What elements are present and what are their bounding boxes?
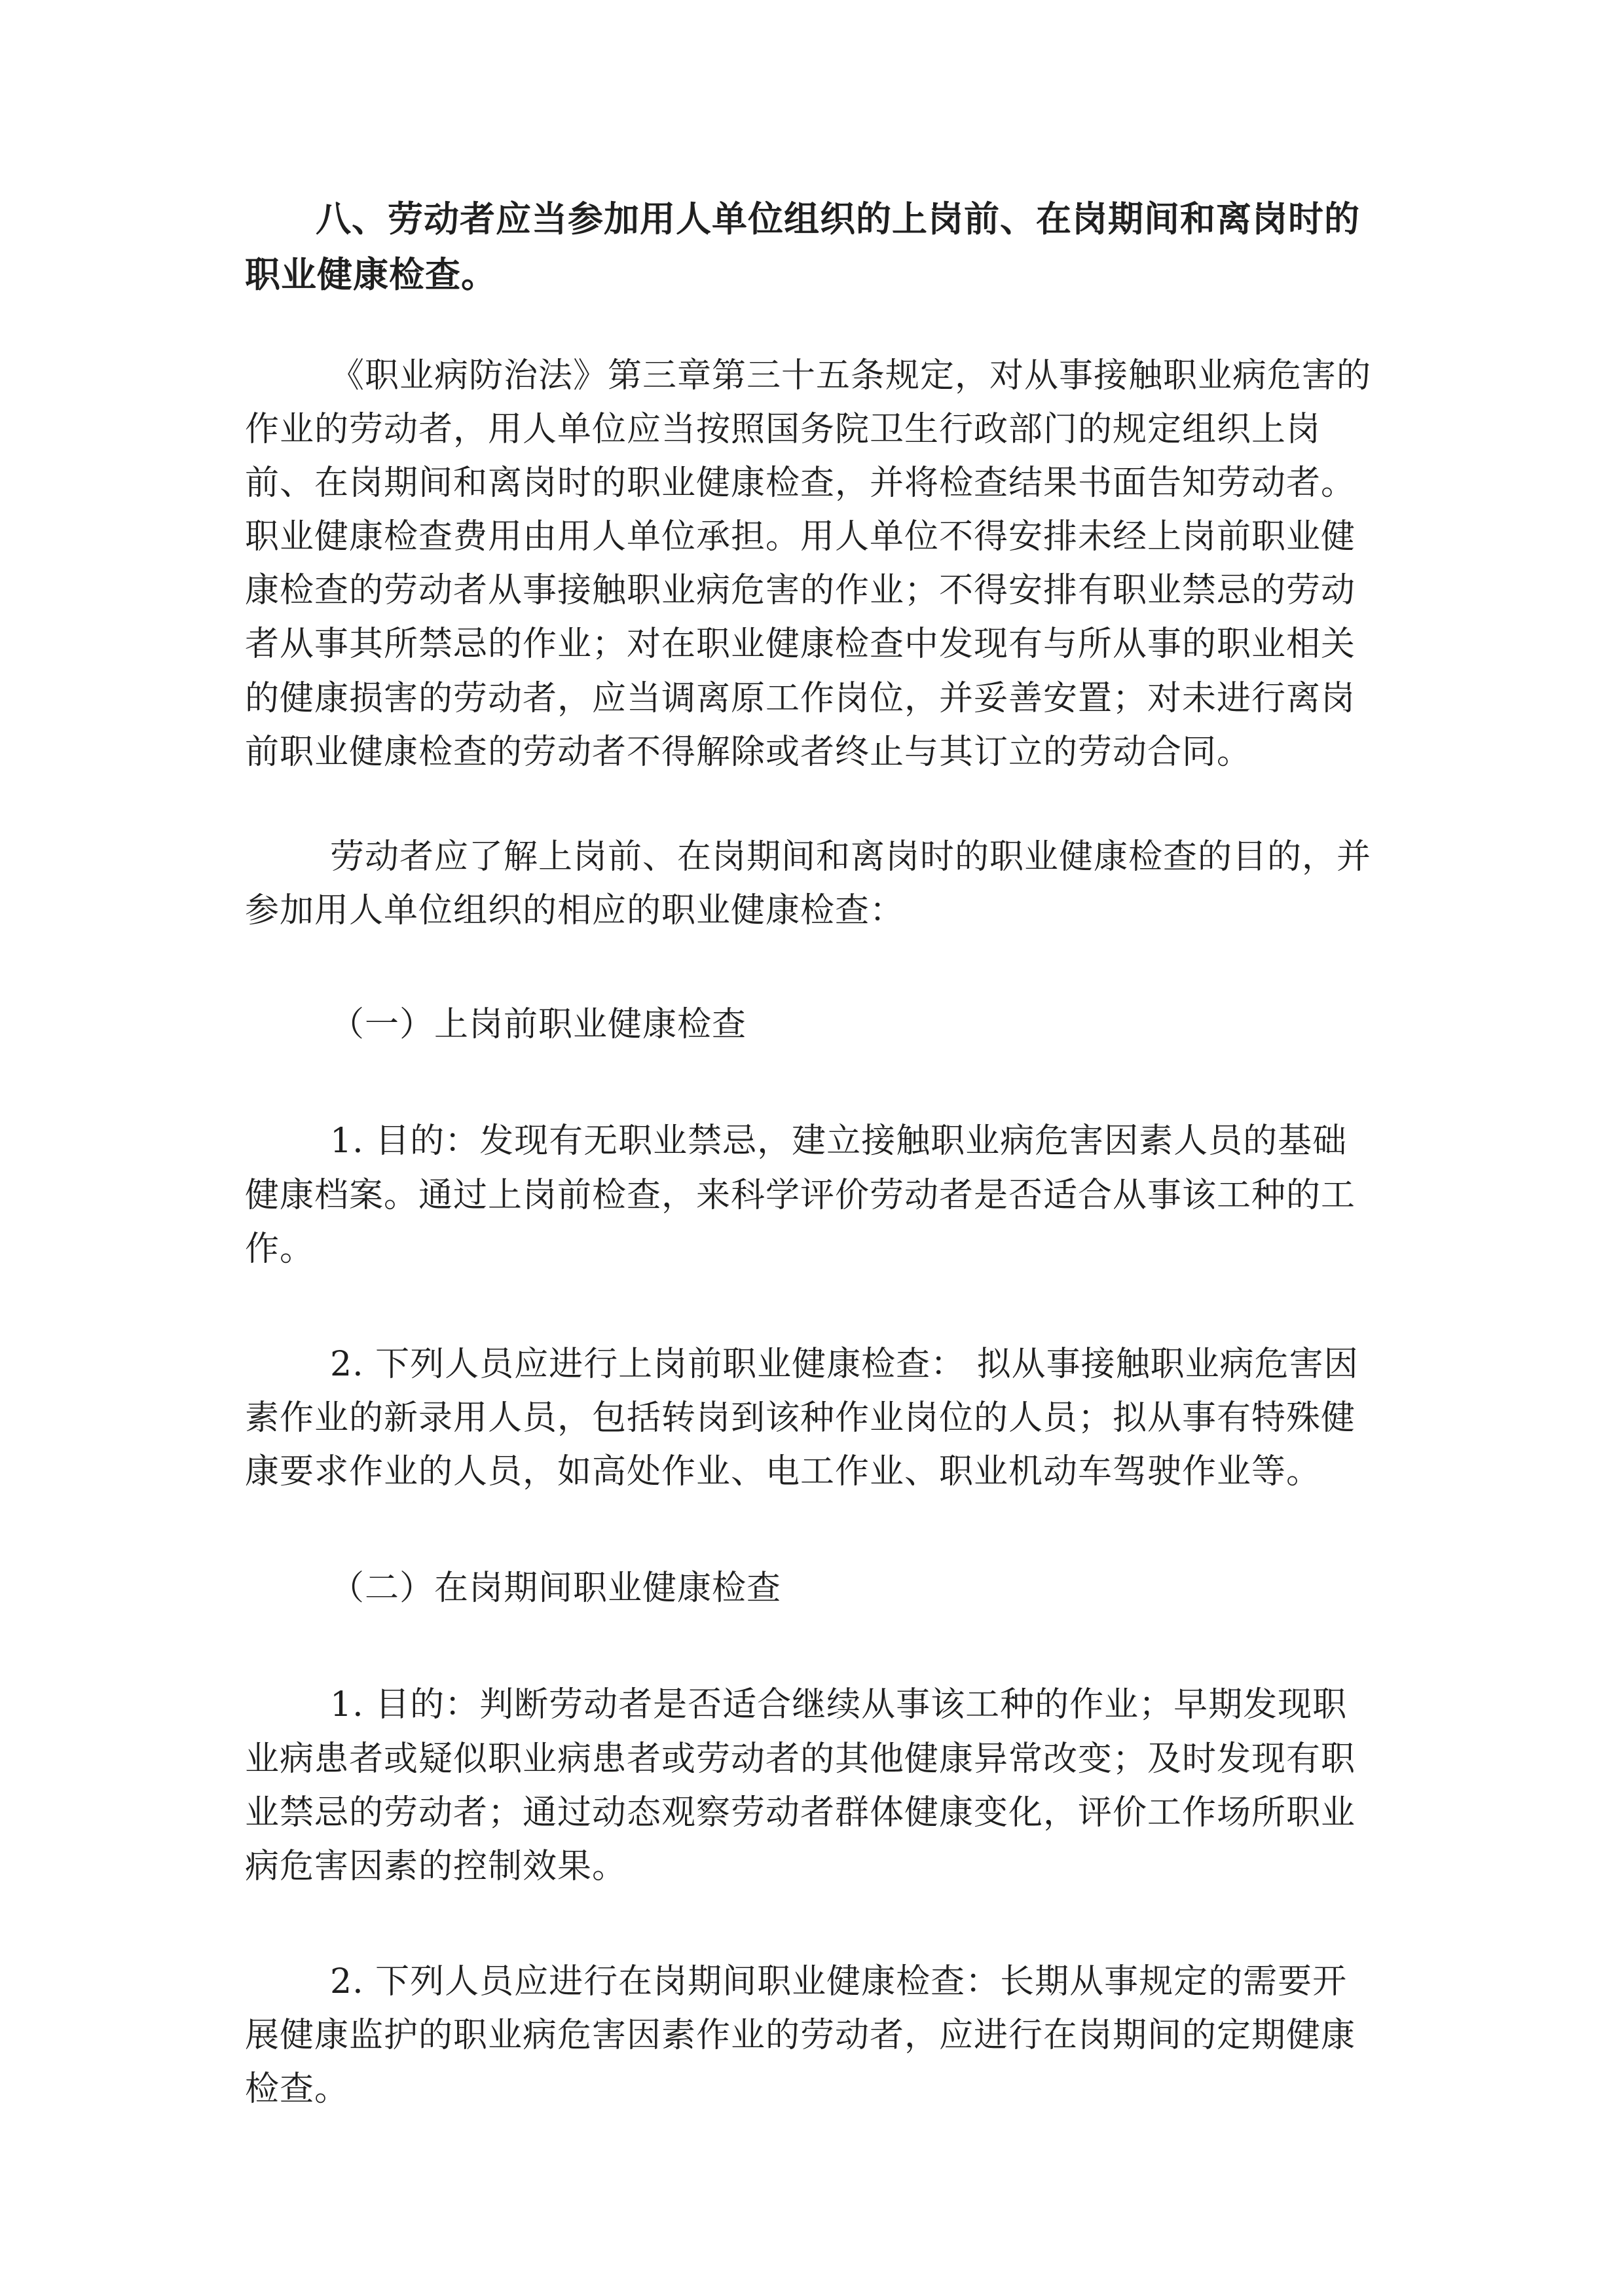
document-body <box>245 191 1371 2117</box>
subheading-on-duty: （二）在岗期间职业健康检查 <box>330 1569 782 1609</box>
paragraph-pre-employment-purpose: 1. 目的：发现有无职业禁忌，建立接触职业病危害因素人员的基础健康档案。通过上岗前检查，来科学评价劳动者是否适合从事该工种的工作。 <box>245 1121 1356 1269</box>
section-heading: 八、劳动者应当参加用人单位组织的上岗前、在岗期间和离岗时的职业健康检查。 <box>245 198 1360 296</box>
paragraph-worker-duty: 劳动者应了解上岗前、在岗期间和离岗时的职业健康检查的目的，并参加用人单位组织的相应的职业健康检查： <box>245 837 1372 931</box>
paragraph-pre-employment-personnel: 2. 下列人员应进行上岗前职业健康检查： 拟从事接触职业病危害因素作业的新录用人员，包括转岗到该种作业岗位的人员；拟从事有特殊健康要求作业的人员，如高处作业、电工作业、职业机动车驾驶作业等。 <box>245 1344 1359 1492</box>
paragraph-on-duty-personnel: 2. 下列人员应进行在岗期间职业健康检查：长期从事规定的需要开展健康监护的职业病危害因素作业的劳动者，应进行在岗期间的定期健康检查。 <box>245 1962 1356 2109</box>
paragraph-on-duty-purpose: 1. 目的：判断劳动者是否适合继续从事该工种的作业；早期发现职业病患者或疑似职业病患者或劳动者的其他健康异常改变；及时发现有职业禁忌的劳动者；通过动态观察劳动者群体健康变化，评价工作场所职业病危害因素的控制效果。 <box>245 1685 1356 1886</box>
paragraph-law-citation: 《职业病防治法》第三章第三十五条规定，对从事接触职业病危害的作业的劳动者，用人单位应当按照国务院卫生行政部门的规定组织上岗前、在岗期间和离岗时的职业健康检查，并将检查结果书面告知劳动者。职业健康检查费用由用人单位承担。用人单位不得安排未经上岗前职业健康检查的劳动者从事接触职业病危害的作业；不得安排有职业禁忌的劳动者从事其所禁忌的作业；对在职业健康检查中发现有与所从事的职业相关的健康损害的劳动者，应当调离原工作岗位，并妥善安置；对未进行离岗前职业健康检查的劳动者不得解除或者终止与其订立的劳动合同。 <box>245 355 1372 772</box>
subheading-pre-employment: （一）上岗前职业健康检查 <box>330 1005 747 1045</box>
